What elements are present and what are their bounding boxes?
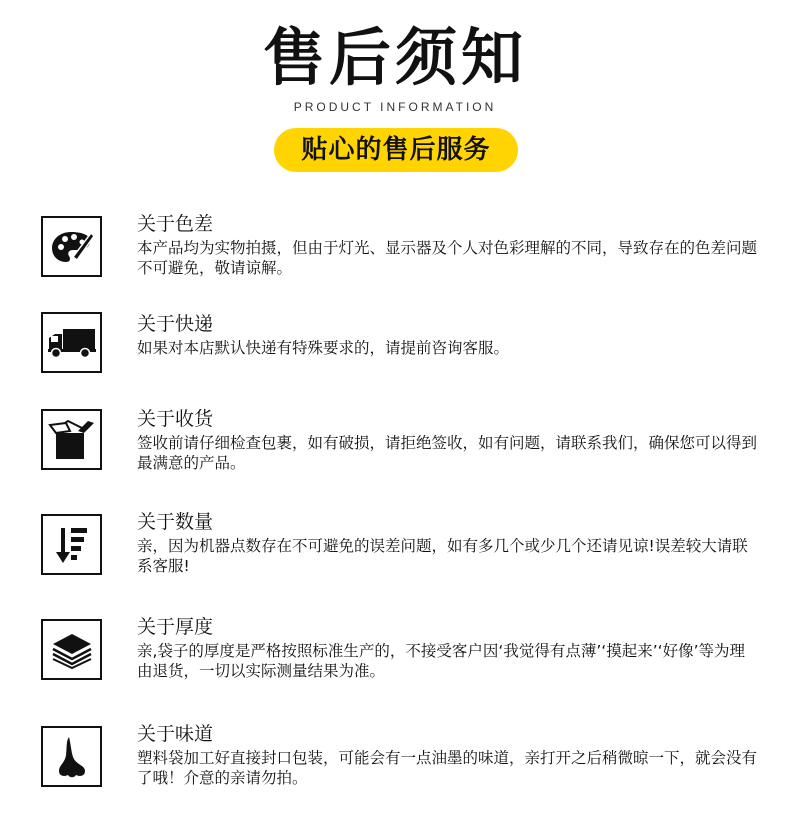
section-banner: 贴心的售后服务 xyxy=(274,128,518,172)
notice-desc: 本产品均为实物拍摄，但由于灯光、显示器及个人对色彩理解的不同，导致存在的色差问题不可避免，敬请谅解。 xyxy=(137,239,758,277)
notice-title: 关于快递 xyxy=(137,313,214,335)
truck-icon xyxy=(41,312,102,373)
sort-descending-icon xyxy=(41,514,102,575)
palette-icon xyxy=(41,216,102,277)
box-icon xyxy=(41,409,102,470)
notice-title: 关于收货 xyxy=(137,408,214,430)
notice-desc: 签收前请仔细检查包裹，如有破损，请拒绝签收，如有问题，请联系我们，确保您可以得到最满意的产品。 xyxy=(137,434,758,472)
nose-icon xyxy=(41,726,102,787)
notice-desc: 亲，因为机器点数存在不可避免的误差问题，如有多几个或少几个还请见谅!误差较大请联系客服! xyxy=(137,537,748,575)
notice-desc: 亲,袋子的厚度是严格按照标准生产的，不接受客户因‘我觉得有点薄’‘摸起来’‘好像’等为理由退货，一切以实际测量结果为准。 xyxy=(137,642,745,680)
page-subtitle: PRODUCT INFORMATION xyxy=(293,100,497,114)
page-title: 售后须知 xyxy=(262,21,527,94)
notice-title: 关于味道 xyxy=(137,723,214,745)
layers-icon xyxy=(41,619,102,680)
notice-title: 关于厚度 xyxy=(137,616,214,638)
header xyxy=(0,0,790,200)
notice-desc: 塑料袋加工好直接封口包装，可能会有一点油墨的味道，亲打开之后稍微晾一下，就会没有了哦！介意的亲请勿拍。 xyxy=(137,749,758,787)
notice-desc: 如果对本店默认快递有特殊要求的，请提前咨询客服。 xyxy=(137,339,510,357)
notice-title: 关于数量 xyxy=(137,511,214,533)
notice-title: 关于色差 xyxy=(137,213,214,235)
